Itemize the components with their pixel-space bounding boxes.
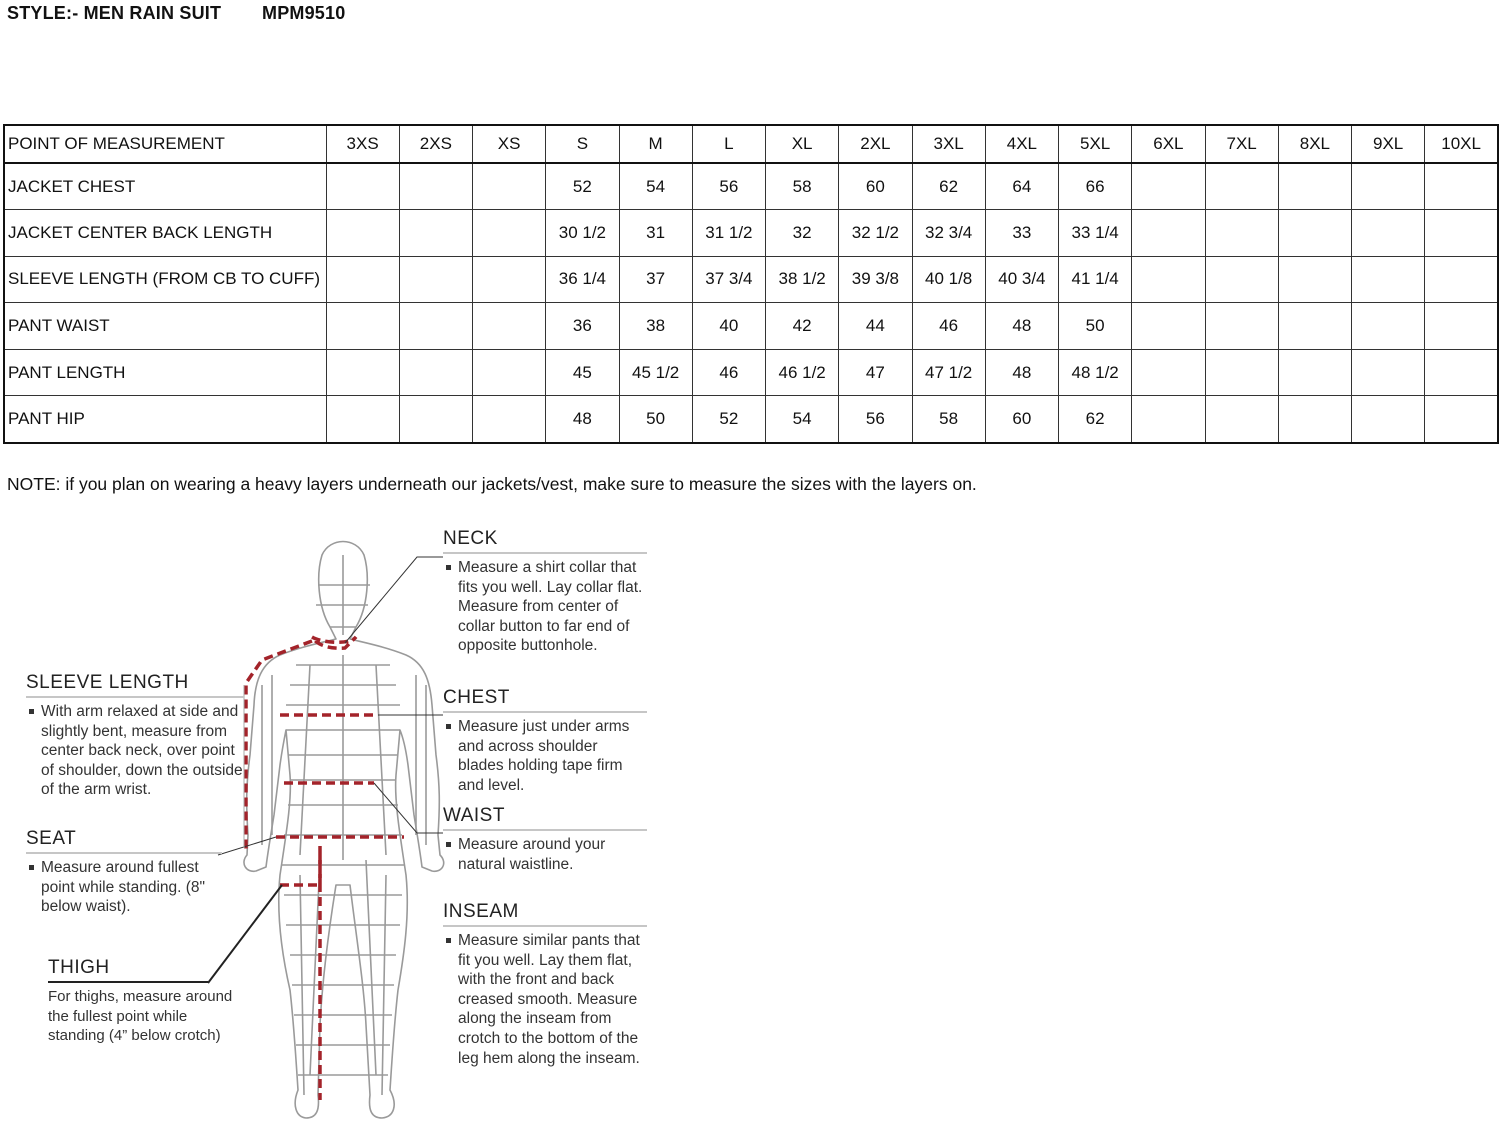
chest-title: CHEST	[443, 687, 510, 708]
table-cell	[473, 163, 546, 210]
table-cell: 31 1/2	[692, 210, 765, 257]
table-cell: 40 3/4	[985, 256, 1058, 303]
table-cell: 33 1/4	[1059, 210, 1132, 257]
table-cell	[473, 349, 546, 396]
inseam-rule	[443, 925, 647, 927]
style-header	[7, 3, 346, 24]
column-header-size: 3XL	[912, 125, 985, 163]
column-header-size: XL	[766, 125, 839, 163]
table-cell: 50	[1059, 303, 1132, 350]
table-cell	[1205, 303, 1278, 350]
table-cell	[1425, 396, 1498, 443]
column-header-size: S	[546, 125, 619, 163]
style-label: STYLE:- MEN RAIN SUIT	[7, 3, 222, 23]
column-header-size: XS	[473, 125, 546, 163]
row-label: JACKET CENTER BACK LENGTH	[4, 210, 326, 257]
bullet-icon	[446, 565, 451, 570]
table-cell	[1132, 256, 1205, 303]
table-cell	[1205, 396, 1278, 443]
table-cell: 36	[546, 303, 619, 350]
seat-section	[26, 828, 222, 917]
neck-rule	[443, 552, 647, 554]
sleeve-rule	[26, 696, 244, 698]
table-row	[4, 396, 1498, 443]
table-cell	[1352, 349, 1425, 396]
table-cell	[1278, 210, 1351, 257]
table-cell: 45 1/2	[619, 349, 692, 396]
table-cell: 62	[1059, 396, 1132, 443]
thigh-text: For thighs, measure around the fullest point while standing (4” below crotch)	[48, 988, 233, 1045]
bullet-icon	[29, 865, 34, 870]
table-row	[4, 303, 1498, 350]
table-cell	[1132, 210, 1205, 257]
waist-rule	[443, 829, 647, 831]
table-cell	[1278, 396, 1351, 443]
inseam-text: Measure similar pants that fit you well. Lay them flat, with the front and back creased smooth. Measure along the inseam from crotch to the bottom of the leg hem along the inseam.	[443, 931, 647, 1068]
table-row	[4, 349, 1498, 396]
table-cell	[1205, 349, 1278, 396]
table-cell: 48	[546, 396, 619, 443]
table-cell: 32 1/2	[839, 210, 912, 257]
table-cell: 64	[985, 163, 1058, 210]
table-row	[4, 256, 1498, 303]
table-cell	[1205, 210, 1278, 257]
table-row	[4, 210, 1498, 257]
table-cell	[1425, 256, 1498, 303]
table-cell	[1425, 210, 1498, 257]
row-label: PANT LENGTH	[4, 349, 326, 396]
column-header-size: L	[692, 125, 765, 163]
table-cell: 58	[766, 163, 839, 210]
neck-text: Measure a shirt collar that fits you well. Lay collar flat. Measure from center of collar button to far end of opposite buttonhole.	[443, 558, 647, 656]
table-header-row	[4, 125, 1498, 163]
table-cell	[399, 163, 472, 210]
table-row	[4, 163, 1498, 210]
neck-section	[443, 528, 647, 656]
measurement-lines	[246, 637, 404, 1100]
table-cell: 30 1/2	[546, 210, 619, 257]
table-cell	[326, 349, 399, 396]
table-cell	[1352, 256, 1425, 303]
table-cell	[473, 303, 546, 350]
table-cell	[326, 210, 399, 257]
thigh-rule	[48, 981, 208, 983]
table-cell: 37	[619, 256, 692, 303]
table-cell: 32	[766, 210, 839, 257]
chest-text: Measure just under arms and across shoulder blades holding tape firm and level.	[443, 717, 647, 795]
table-cell	[1132, 303, 1205, 350]
table-cell: 58	[912, 396, 985, 443]
column-header-size: 2XL	[839, 125, 912, 163]
table-cell	[326, 256, 399, 303]
table-cell	[1132, 349, 1205, 396]
table-cell: 37 3/4	[692, 256, 765, 303]
table-cell: 42	[766, 303, 839, 350]
sleeve-title: SLEEVE LENGTH	[26, 672, 189, 693]
table-cell: 38	[619, 303, 692, 350]
measurement-guide	[0, 515, 700, 1136]
table-cell	[1132, 163, 1205, 210]
table-cell	[399, 396, 472, 443]
table-cell: 48 1/2	[1059, 349, 1132, 396]
table-cell: 46 1/2	[766, 349, 839, 396]
row-label: PANT HIP	[4, 396, 326, 443]
table-cell: 66	[1059, 163, 1132, 210]
table-cell	[1425, 303, 1498, 350]
column-header-size: 10XL	[1425, 125, 1498, 163]
style-code: MPM9510	[262, 3, 346, 23]
thigh-section	[48, 957, 248, 1046]
table-cell	[1205, 256, 1278, 303]
table-cell: 38 1/2	[766, 256, 839, 303]
table-cell	[1278, 163, 1351, 210]
thigh-title: THIGH	[48, 957, 110, 978]
table-cell: 44	[839, 303, 912, 350]
table-cell: 46	[692, 349, 765, 396]
table-cell	[1352, 210, 1425, 257]
table-cell: 47	[839, 349, 912, 396]
column-header-size: 2XS	[399, 125, 472, 163]
table-cell: 52	[692, 396, 765, 443]
table-cell	[399, 349, 472, 396]
table-cell: 62	[912, 163, 985, 210]
layering-note: NOTE: if you plan on wearing a heavy layers underneath our jackets/vest, make sure to measure the sizes with the layers on.	[7, 474, 977, 494]
table-cell: 52	[546, 163, 619, 210]
table-cell: 32 3/4	[912, 210, 985, 257]
table-cell	[1425, 163, 1498, 210]
table-cell	[1278, 349, 1351, 396]
neck-leader	[345, 557, 443, 643]
row-label: SLEEVE LENGTH (FROM CB TO CUFF)	[4, 256, 326, 303]
table-cell	[1278, 303, 1351, 350]
table-cell: 40 1/8	[912, 256, 985, 303]
table-cell	[1278, 256, 1351, 303]
column-header-size: 9XL	[1352, 125, 1425, 163]
table-cell: 46	[912, 303, 985, 350]
seat-title: SEAT	[26, 828, 77, 849]
bullet-icon	[29, 709, 34, 714]
table-cell	[1425, 349, 1498, 396]
table-cell: 41 1/4	[1059, 256, 1132, 303]
table-cell: 48	[985, 303, 1058, 350]
table-cell: 36 1/4	[546, 256, 619, 303]
column-header-measurement: POINT OF MEASUREMENT	[4, 125, 326, 163]
row-label: JACKET CHEST	[4, 163, 326, 210]
column-header-size: M	[619, 125, 692, 163]
waist-text: Measure around your natural waistline.	[443, 835, 647, 874]
inseam-section	[443, 901, 647, 1068]
table-cell: 56	[692, 163, 765, 210]
column-header-size: 7XL	[1205, 125, 1278, 163]
column-header-size: 6XL	[1132, 125, 1205, 163]
neck-title: NECK	[443, 528, 498, 549]
waist-section	[443, 805, 647, 874]
inseam-title: INSEAM	[443, 901, 519, 922]
bullet-icon	[446, 938, 451, 943]
table-cell: 60	[839, 163, 912, 210]
size-chart-table	[3, 124, 1499, 444]
table-cell: 48	[985, 349, 1058, 396]
bullet-icon	[446, 842, 451, 847]
table-cell: 54	[766, 396, 839, 443]
chest-rule	[443, 711, 647, 713]
table-cell	[399, 210, 472, 257]
table-cell	[473, 396, 546, 443]
table-cell	[1352, 303, 1425, 350]
table-cell	[1205, 163, 1278, 210]
seat-text: Measure around fullest point while standing. (8" below waist).	[26, 858, 222, 917]
table-cell: 50	[619, 396, 692, 443]
table-cell: 31	[619, 210, 692, 257]
sleeve-length-section	[26, 672, 244, 800]
row-label: PANT WAIST	[4, 303, 326, 350]
sleeve-text: With arm relaxed at side and slightly bent, measure from center back neck, over point of shoulder, down the outside of the arm wrist.	[26, 702, 244, 800]
seat-rule	[26, 852, 222, 854]
column-header-size: 4XL	[985, 125, 1058, 163]
chest-section	[443, 687, 647, 795]
table-cell: 56	[839, 396, 912, 443]
table-cell: 54	[619, 163, 692, 210]
table-cell	[326, 396, 399, 443]
column-header-size: 3XS	[326, 125, 399, 163]
table-cell: 60	[985, 396, 1058, 443]
table-cell: 39 3/8	[839, 256, 912, 303]
column-header-size: 8XL	[1278, 125, 1351, 163]
waist-title: WAIST	[443, 805, 505, 826]
table-cell	[326, 303, 399, 350]
table-cell	[473, 256, 546, 303]
bullet-icon	[446, 724, 451, 729]
table-cell	[1352, 396, 1425, 443]
table-cell	[399, 303, 472, 350]
table-cell: 45	[546, 349, 619, 396]
table-cell	[326, 163, 399, 210]
table-cell: 33	[985, 210, 1058, 257]
table-cell	[473, 210, 546, 257]
table-cell	[1352, 163, 1425, 210]
table-cell: 40	[692, 303, 765, 350]
table-cell: 47 1/2	[912, 349, 985, 396]
table-body	[4, 163, 1498, 443]
column-header-size: 5XL	[1059, 125, 1132, 163]
table-cell	[1132, 396, 1205, 443]
table-cell	[399, 256, 472, 303]
